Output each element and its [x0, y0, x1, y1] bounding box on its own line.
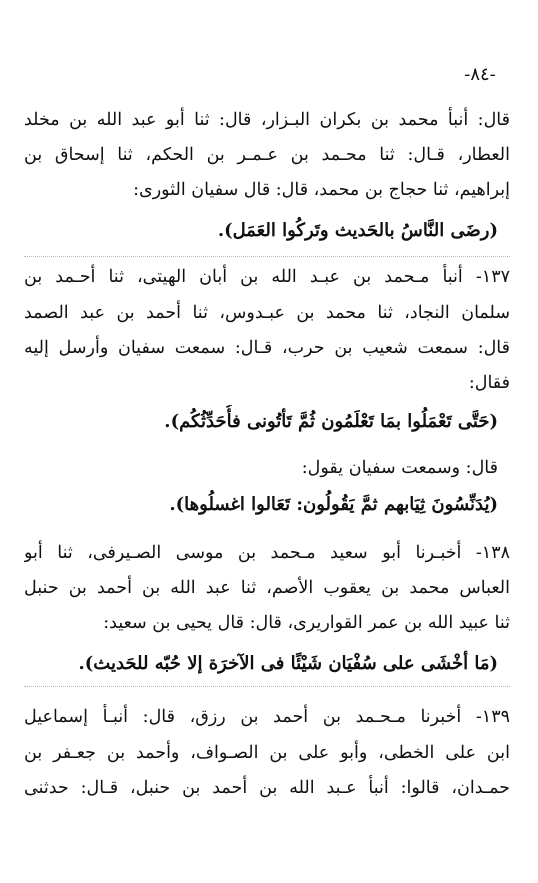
text-line: العباس محمد بن يعقوب الأصم، ثنا عبد الله بن أحمد بن حنبل — [24, 578, 510, 598]
quote-line: (حَتَّى تَعْمَلُوا بمَا تَعْلَمُون ثُمَّ تَأتُونى فأُحَدِّثُكُم). — [164, 411, 498, 432]
text-line: حمـدان، قالوا: أنبأ عـبد الله بن أحمد بن حنبل، قـال: حدثنى — [24, 778, 510, 798]
text-line: ١٣٨- أخبـرنا أبو سعيد مـحمد بن موسى الصـيرفى، ثنا أبو — [24, 543, 510, 563]
text-line: سلمان النجاد، ثنا محمد بن عبـدوس، ثنا أحمد بن عبد الصمد — [24, 303, 510, 323]
text-line: ١٣٧- أنبأ مـحمد بن عبـد الله بن أبان الهيتى، ثنا أحـمد بن — [24, 267, 510, 287]
quote-line: (مَا أخْشَى على سُفْيَان شَيْئًا فى الآخرَة إلا حُبّه للحَديث). — [78, 653, 498, 674]
text-line: ١٣٩- أخبرنا مـحـمد بن أحمد بن رزق، قال: أنبـأ إسماعيل — [24, 707, 510, 727]
separator-rule — [24, 256, 510, 257]
separator-rule — [24, 686, 510, 687]
text-line: قال: أنبأ محمد بن بكران البـزار، قال: ثنا أبو عبد الله بن مخلد — [24, 110, 510, 130]
quote-line: (رضَى النَّاسُ بالحَديث وتَركُوا العَمَل). — [217, 220, 498, 241]
quote-line: (يُدَنِّسُونَ ثِيَابهم ثمَّ يَقُولُون: تَعَالوا اغسلُوها). — [169, 494, 498, 515]
text-line: قال: وسمعت سفيان يقول: — [301, 458, 498, 478]
text-line: ثنا عبيد الله بن عمر القواريرى، قال: قال يحيى بن سعيد: — [103, 613, 510, 633]
text-line: إبراهيم، ثنا حجاج بن محمد، قال: قال سفيان الثورى: — [133, 180, 510, 200]
text-line: ابن على الخطى، وأبو على بن الصـواف، وأحمد بن جعـفر بن — [24, 743, 510, 763]
text-line: العطار، قـال: ثنا محـمد بن عـمـر بن الحكم، ثنا إسحاق بن — [24, 145, 510, 165]
text-line: قال: سمعت شعيب بن حرب، قـال: سمعت سفيان وأرسل إليه — [24, 338, 510, 358]
page-number: -٨٤- — [464, 64, 496, 85]
text-line: فقال: — [468, 373, 510, 393]
